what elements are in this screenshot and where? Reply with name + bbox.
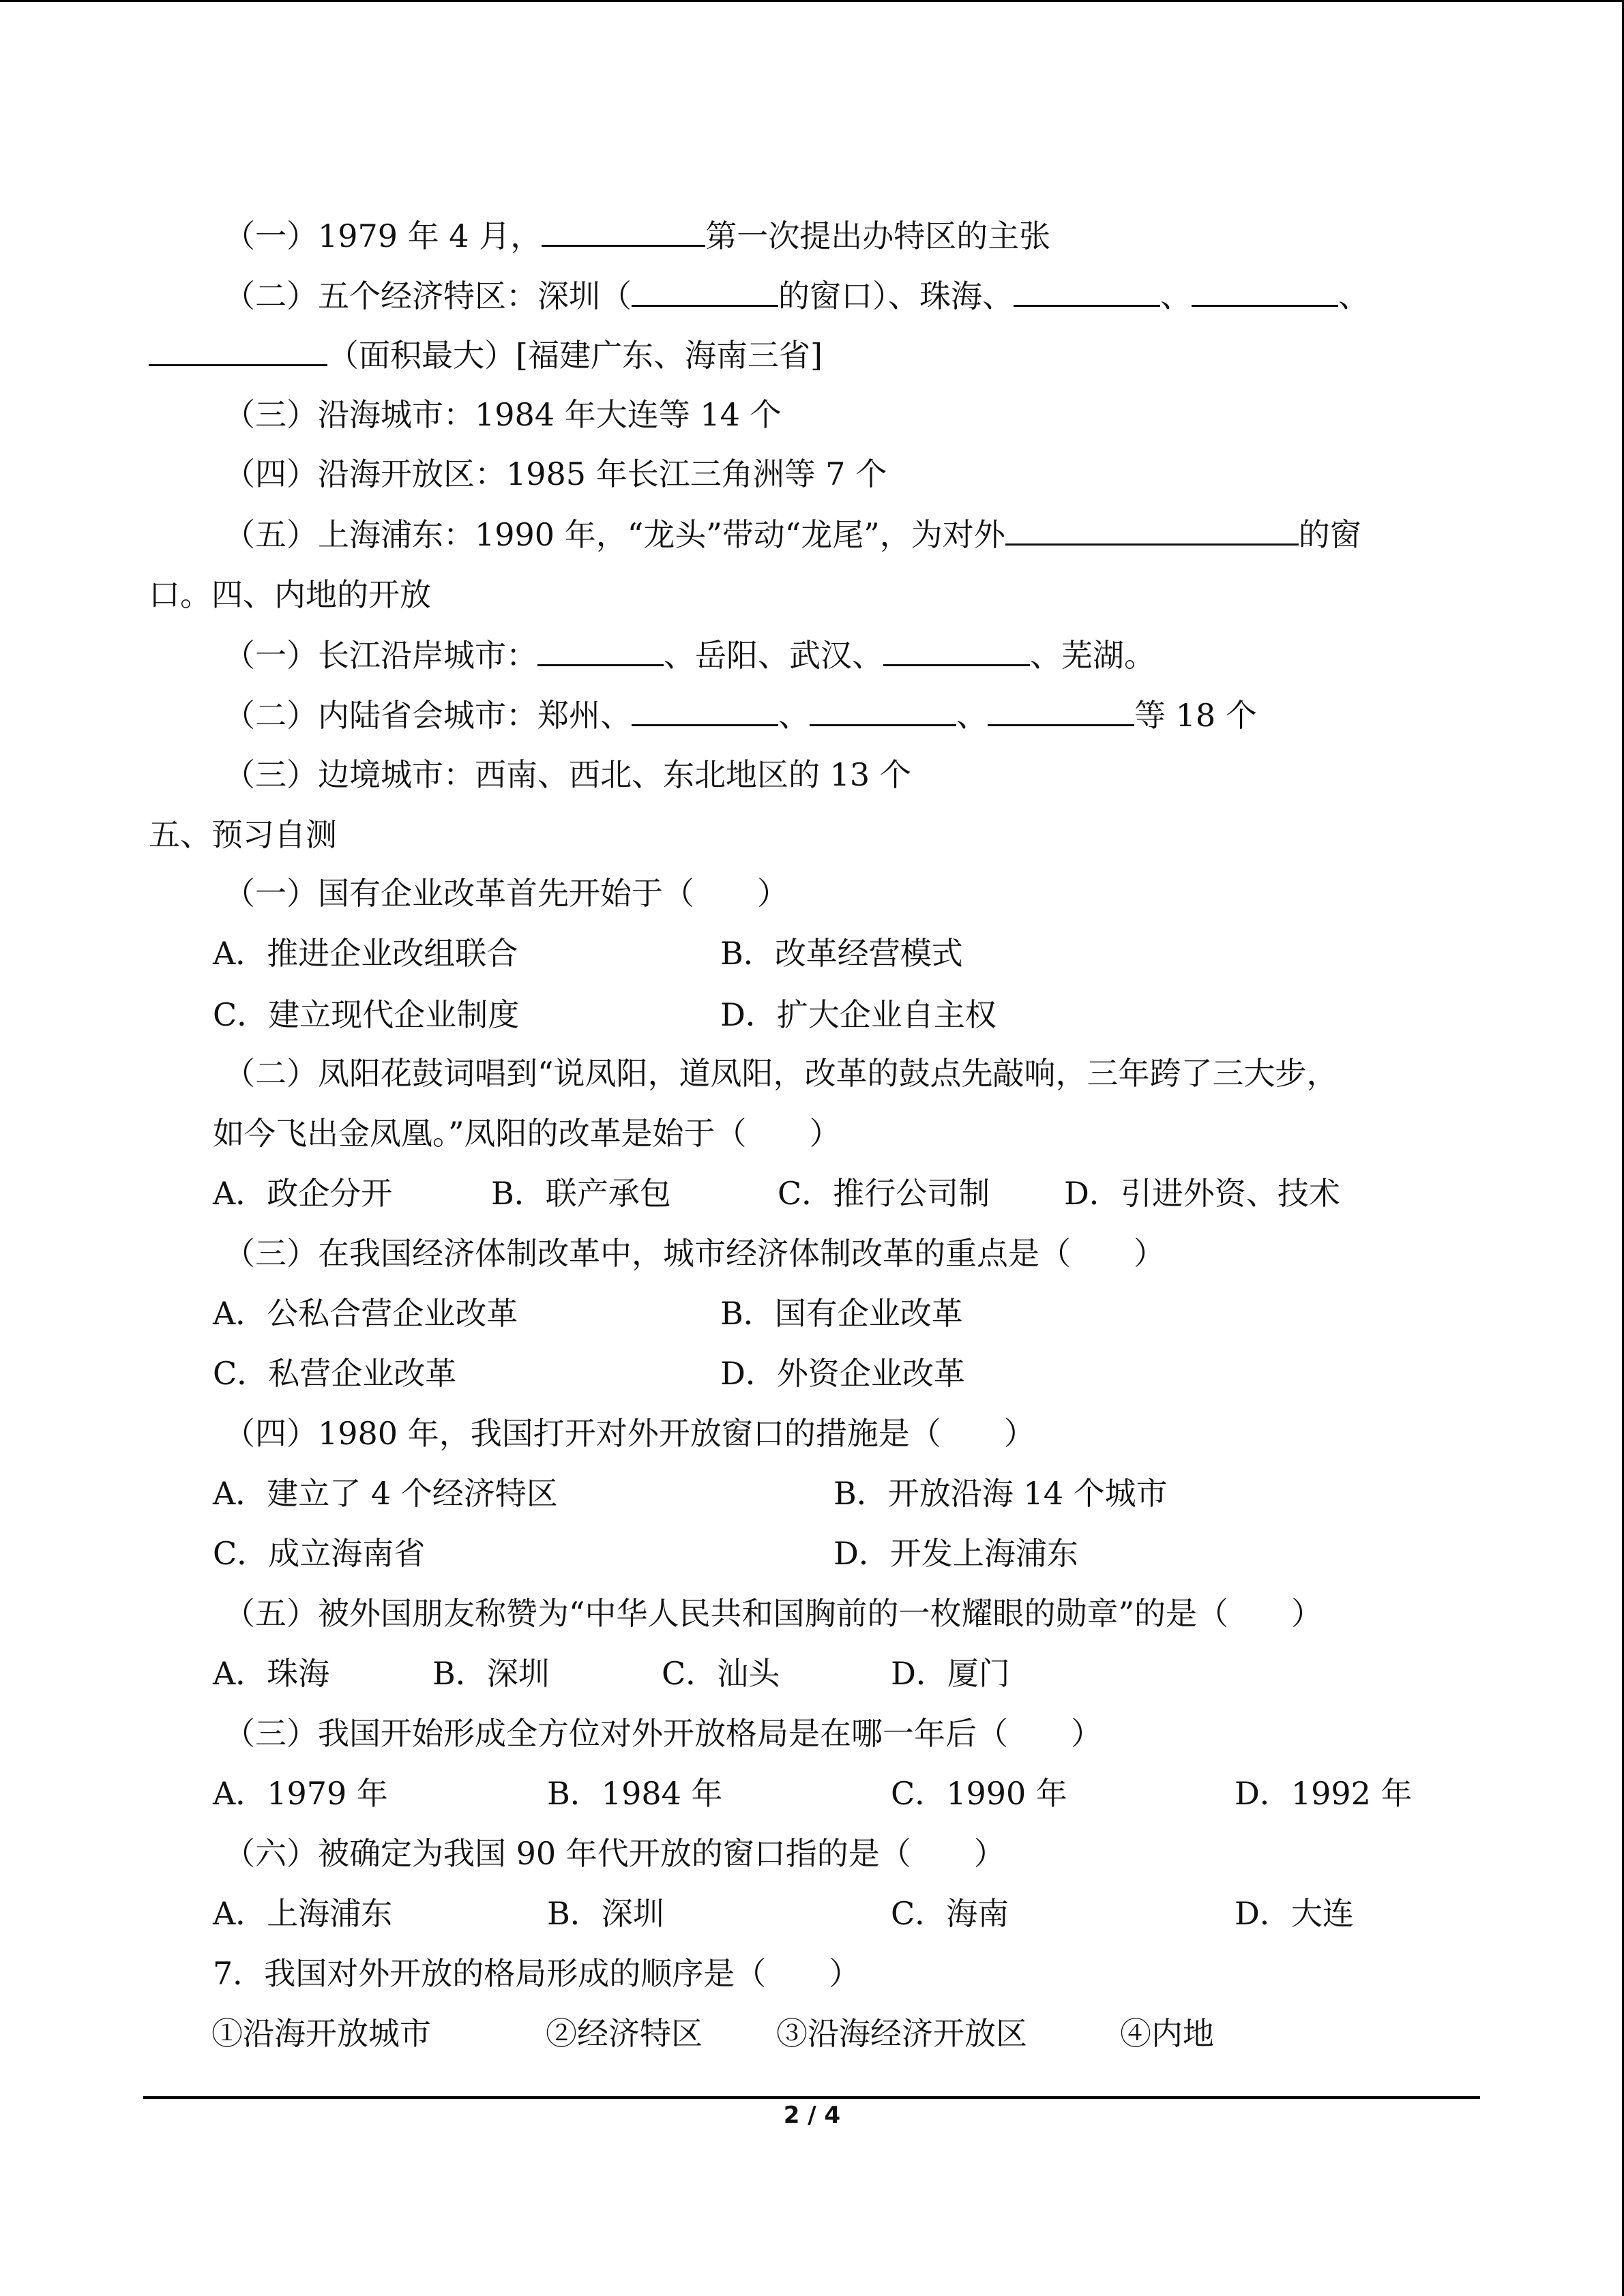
blank-s5 (1005, 513, 1299, 546)
i2-prefix: （二）内陆省会城市：郑州、 (224, 697, 632, 734)
footer-rule (143, 2096, 1480, 2099)
q1-option-d: D．扩大企业自主权 (720, 996, 996, 1033)
blank-s1 (542, 215, 705, 247)
q8-item-3: ③沿海经济开放区 (776, 2015, 1027, 2052)
q1-option-b: B．改革经营模式 (720, 935, 963, 972)
line-i2 (224, 694, 1257, 736)
q6-option-b: B．1984 年 (547, 1775, 723, 1812)
i1-mid: 、岳阳、武汉、 (664, 637, 883, 674)
q7-option-c: C．海南 (891, 1895, 1009, 1932)
page-number: 2 / 4 (783, 2102, 841, 2129)
q5-option-c: C．汕头 (662, 1655, 780, 1692)
q4-option-a: A．建立了 4 个经济特区 (213, 1475, 558, 1512)
q5-option-d: D．厦门 (891, 1655, 1010, 1692)
q6-option-a: A．1979 年 (213, 1775, 388, 1812)
i2-sep2: 、 (956, 697, 988, 734)
s2-mid: 的窗口）、珠海、 (778, 278, 1014, 314)
blank-s2-2 (1014, 275, 1160, 307)
q3-option-c: C．私营企业改革 (213, 1355, 457, 1392)
i2-sep1: 、 (778, 697, 810, 734)
blank-s2-1 (632, 275, 778, 307)
blank-i1-2 (883, 634, 1030, 666)
s2-sep2: 、 (1338, 278, 1370, 314)
q3-stem: （三）在我国经济体制改革中，城市经济体制改革的重点是（ ） (224, 1235, 1165, 1272)
line-i1 (224, 634, 1155, 676)
blank-s2-3 (1192, 275, 1338, 307)
s2-prefix: （二）五个经济特区：深圳（ (224, 278, 632, 314)
q7-stem: （六）被确定为我国 90 年代开放的窗口指的是（ ） (224, 1835, 1005, 1872)
q8-stem: 7．我国对外开放的格局形成的顺序是（ ） (213, 1955, 861, 1992)
blank-s2-4 (149, 334, 327, 366)
q5-option-b: B．深圳 (432, 1655, 550, 1692)
s5-suffix: 的窗 (1298, 516, 1361, 553)
s1-suffix: 第一次提出办特区的主张 (705, 218, 1051, 254)
s2b-suffix: （面积最大）[福建广东、海南三省] (327, 337, 823, 374)
q8-item-2: ②经济特区 (546, 2015, 703, 2052)
line-i3: （三）边境城市：西南、西北、东北地区的 13 个 (224, 756, 911, 793)
q1-option-c: C．建立现代企业制度 (213, 996, 520, 1033)
q6-option-c: C．1990 年 (891, 1775, 1067, 1812)
q3-option-d: D．外资企业改革 (720, 1355, 965, 1392)
i2-suffix: 等 18 个 (1134, 697, 1257, 734)
q2-option-c: C．推行公司制 (778, 1175, 990, 1212)
line-s3: （三）沿海城市：1984 年大连等 14 个 (224, 396, 782, 433)
q1-option-a: A．推进企业改组联合 (213, 935, 518, 972)
line-s4: （四）沿海开放区：1985 年长江三角洲等 7 个 (224, 456, 887, 492)
q2-stem-1: （二）凤阳花鼓词唱到“说凤阳，道凤阳，改革的鼓点先敲响，三年跨了三大步， (224, 1055, 1338, 1092)
line-s2b (149, 334, 823, 376)
line-s1 (224, 215, 1050, 256)
blank-i1-1 (537, 634, 664, 666)
line-s2 (224, 275, 1370, 316)
q2-stem-2: 如今飞出金凤凰。”凤阳的改革是始于（ ） (213, 1115, 841, 1152)
q4-option-d: D．开发上海浦东 (833, 1535, 1078, 1572)
q8-item-1: ①沿海开放城市 (211, 2015, 431, 2052)
i1-suffix: 、芜湖。 (1030, 637, 1155, 674)
blank-i2-2 (810, 694, 956, 726)
line-s5b: 口。四、内地的开放 (149, 576, 431, 613)
q2-option-a: A．政企分开 (213, 1175, 393, 1212)
q7-option-a: A．上海浦东 (213, 1895, 393, 1932)
i1-prefix: （一）长江沿岸城市： (224, 637, 537, 674)
blank-i2-3 (988, 694, 1134, 726)
q4-option-b: B．开放沿海 14 个城市 (833, 1475, 1168, 1512)
q5-stem: （五）被外国朋友称赞为“中华人民共和国胸前的一枚耀眼的勋章”的是（ ） (224, 1595, 1323, 1632)
q4-stem: （四）1980 年，我国打开对外开放窗口的措施是（ ） (224, 1415, 1035, 1452)
line-s5 (224, 513, 1361, 555)
q5-option-a: A．珠海 (213, 1655, 330, 1692)
blank-i2-1 (632, 694, 778, 726)
s2-sep1: 、 (1160, 278, 1192, 314)
q7-option-b: B．深圳 (547, 1895, 664, 1932)
q2-option-d: D．引进外资、技术 (1064, 1175, 1340, 1212)
q6-option-d: D．1992 年 (1235, 1775, 1413, 1812)
s1-prefix: （一）1979 年 4 月， (224, 218, 542, 254)
test-heading: 五、预习自测 (149, 816, 337, 853)
s5-prefix: （五）上海浦东：1990 年，“龙头”带动“龙尾”，为对外 (224, 516, 1005, 553)
q7-option-d: D．大连 (1235, 1895, 1354, 1932)
q3-option-b: B．国有企业改革 (720, 1295, 963, 1332)
q2-option-b: B．联产承包 (491, 1175, 671, 1212)
q4-option-c: C．成立海南省 (213, 1535, 426, 1572)
q6-stem: （三）我国开始形成全方位对外开放格局是在哪一年后（ ） (224, 1715, 1102, 1752)
q8-item-4: ④内地 (1120, 2015, 1214, 2052)
q1-stem: （一）国有企业改革首先开始于（ ） (224, 875, 788, 912)
q3-option-a: A．公私合营企业改革 (213, 1295, 518, 1332)
